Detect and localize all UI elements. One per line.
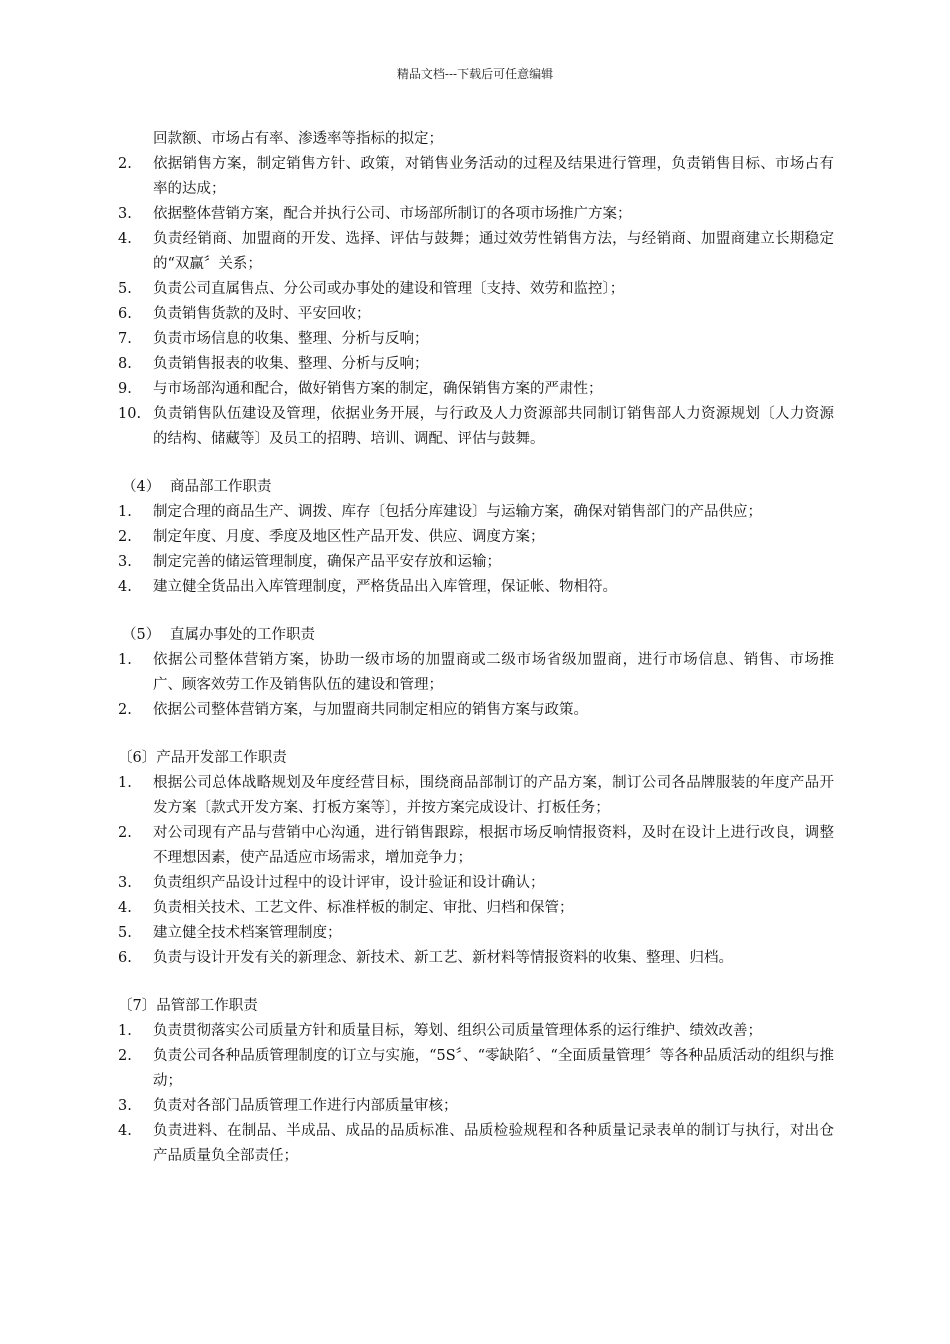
list-item-text: 制定年度、月度、季度及地区性产品开发、供应、调度方案；: [153, 529, 545, 545]
list-item: [118, 202, 834, 227]
list-item-number: 3.: [118, 875, 132, 891]
list-item: [118, 1019, 834, 1044]
section-4-label: （4）: [122, 479, 161, 495]
list-item-text: 与市场部沟通和配合，做好销售方案的制定，确保销售方案的严肃性；: [153, 381, 603, 397]
document-body: [118, 127, 834, 1169]
list-item-number: 6.: [118, 950, 132, 966]
list-item-text: 负责市场信息的收集、整理、分析与反响；: [153, 331, 429, 347]
list-item: [118, 946, 834, 971]
list-item-number: 3.: [118, 1098, 132, 1114]
list-item-text: 负责公司各种品质管理制度的订立与实施，“5S〞、“零缺陷〞、“全面质量管理〞等各种品质活动的组织与推动；: [153, 1048, 834, 1089]
list-item: [118, 921, 834, 946]
list-item-number: 4.: [118, 900, 132, 916]
list-item-number: 2.: [118, 156, 132, 172]
list-item-number: 4.: [118, 231, 132, 247]
list-item-number: 7.: [118, 331, 132, 347]
continued-line: 回款额、市场占有率、渗透率等指标的拟定；: [153, 131, 443, 147]
list-item-number: 2.: [118, 1048, 132, 1064]
list-item-number: 1.: [118, 504, 132, 520]
list-item-number: 2.: [118, 702, 132, 718]
list-item: [118, 227, 834, 277]
section-7-list: [118, 1019, 834, 1169]
list-item: [118, 152, 834, 202]
list-item-text: 负责进料、在制品、半成品、成品的品质标准、品质检验规程和各种质量记录表单的制订与执行，对出仓产品质量负全部责任；: [153, 1123, 834, 1164]
list-item-number: 1.: [118, 775, 132, 791]
list-item: [118, 277, 834, 302]
list-item: [118, 1044, 834, 1094]
section-5-heading: [118, 623, 834, 648]
list-item: [118, 698, 834, 723]
list-item: [118, 1094, 834, 1119]
list-item-text: 制定完善的储运管理制度，确保产品平安存放和运输；: [153, 554, 501, 570]
list-item-text: 对公司现有产品与营销中心沟通，进行销售跟踪，根据市场反响情报资料，及时在设计上进行改良，调整不理想因素，使产品适应市场需求，增加竞争力；: [153, 825, 834, 866]
list-item-number: 3.: [118, 554, 132, 570]
list-item-number: 9.: [118, 381, 132, 397]
list-item-text: 根据公司总体战略规划及年度经营目标，围绕商品部制订的产品方案，制订公司各品牌服装的年度产品开发方案〔款式开发方案、打板方案等〕，并按方案完成设计、打板任务；: [153, 775, 834, 816]
list-item-number: 4.: [118, 579, 132, 595]
list-item-text: 建立健全货品出入库管理制度，严格货品出入库管理，保证帐、物相符。: [153, 579, 617, 595]
list-item-text: 依据公司整体营销方案，协助一级市场的加盟商或二级市场省级加盟商，进行市场信息、销售、市场推广、顾客效劳工作及销售队伍的建设和管理；: [153, 652, 834, 693]
section-5-label: （5）: [122, 627, 161, 643]
list-item-text: 负责销售队伍建设及管理，依据业务开展，与行政及人力资源部共同制订销售部人力资源规划〔人力资源的结构、储藏等〕及员工的招聘、培训、调配、评估与鼓舞。: [153, 406, 834, 447]
list-item-number: 8.: [118, 356, 132, 372]
list-item-number: 2.: [118, 825, 132, 841]
page-header: 精品文档---下载后可任意编辑: [396, 67, 554, 81]
section-6-list: [118, 771, 834, 971]
list-item-text: 制定合理的商品生产、调拨、库存〔包括分库建设〕与运输方案，确保对销售部门的产品供应；: [153, 504, 762, 520]
list-item: [118, 871, 834, 896]
section-4-list: [118, 500, 834, 600]
list-item: [118, 377, 834, 402]
list-item-text: 负责销售货款的及时、平安回收；: [153, 306, 371, 322]
list-item-number: 1.: [118, 652, 132, 668]
list-item: [118, 771, 834, 821]
list-item-text: 负责经销商、加盟商的开发、选择、评估与鼓舞；通过效劳性销售方法，与经销商、加盟商建立长期稳定的“双赢〞关系；: [153, 231, 834, 272]
list-item-number: 1.: [118, 1023, 132, 1039]
list-item: [118, 402, 834, 452]
section-7-heading: 〔7〕品管部工作职责: [118, 998, 258, 1014]
list-item-number: 4.: [118, 1123, 132, 1139]
list-item: [118, 821, 834, 871]
list-item: [118, 352, 834, 377]
section-4-heading: [118, 475, 834, 500]
list-item-number: 2.: [118, 529, 132, 545]
list-item-text: 负责贯彻落实公司质量方针和质量目标，筹划、组织公司质量管理体系的运行维护、绩效改善；: [153, 1023, 762, 1039]
list-item: [118, 896, 834, 921]
list-item-text: 负责组织产品设计过程中的设计评审，设计验证和设计确认；: [153, 875, 545, 891]
list-item: [118, 648, 834, 698]
list-item: [118, 575, 834, 600]
list-item-number: 5.: [118, 925, 132, 941]
list-item: [118, 550, 834, 575]
list-item-text: 负责相关技术、工艺文件、标准样板的制定、审批、归档和保管；: [153, 900, 574, 916]
list-item-number: 3.: [118, 206, 132, 222]
list-item-text: 依据公司整体营销方案，与加盟商共同制定相应的销售方案与政策。: [153, 702, 588, 718]
list-item-text: 负责公司直属售点、分公司或办事处的建设和管理〔支持、效劳和监控〕；: [153, 281, 625, 297]
list-item-text: 负责与设计开发有关的新理念、新技术、新工艺、新材料等情报资料的收集、整理、归档。: [153, 950, 733, 966]
list-item-text: 负责销售报表的收集、整理、分析与反响；: [153, 356, 429, 372]
section-5-title: 直属办事处的工作职责: [170, 627, 315, 643]
list-item-text: 依据销售方案，制定销售方针、政策，对销售业务活动的过程及结果进行管理，负责销售目标、市场占有率的达成；: [153, 156, 834, 197]
section-6-heading: 〔6〕产品开发部工作职责: [118, 750, 287, 766]
list-item-number: 5.: [118, 281, 132, 297]
section-5-list: [118, 648, 834, 723]
list-item: [118, 327, 834, 352]
list-item: [118, 302, 834, 327]
list-item: [118, 1119, 834, 1169]
list-item-number: 6.: [118, 306, 132, 322]
section-4-title: 商品部工作职责: [170, 479, 272, 495]
list-item: [118, 525, 834, 550]
list-item: [118, 500, 834, 525]
list-item-number: 10.: [118, 406, 142, 422]
list-item-text: 建立健全技术档案管理制度；: [153, 925, 342, 941]
sales-duties-list: [118, 152, 834, 452]
list-item-text: 依据整体营销方案，配合并执行公司、市场部所制订的各项市场推广方案；: [153, 206, 632, 222]
list-item-text: 负责对各部门品质管理工作进行内部质量审核；: [153, 1098, 458, 1114]
